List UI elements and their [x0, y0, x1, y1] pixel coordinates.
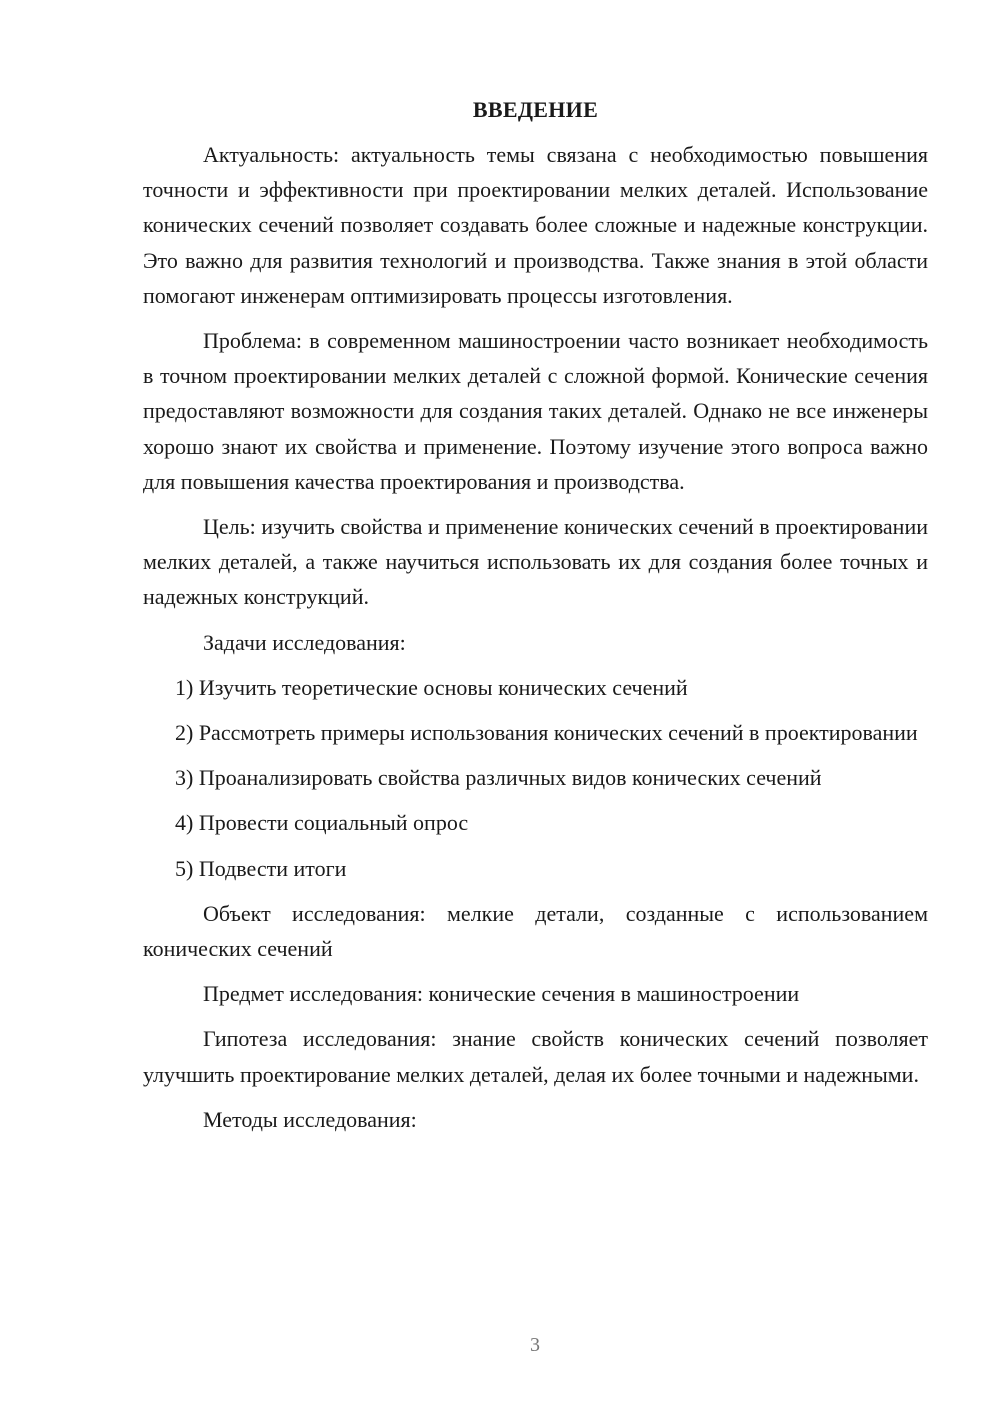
methods-title: Методы исследования: — [203, 1106, 417, 1132]
task-item-1: 1) Изучить теоретические основы конических сечений — [175, 674, 688, 700]
task-item-5: 5) Подвести итоги — [175, 855, 347, 881]
object-paragraph: Объект исследования: мелкие детали, созданные с использованием конических сечений — [143, 900, 928, 962]
task-item-2: 2) Рассмотреть примеры использования конических сечений в проектировании — [175, 720, 918, 746]
subject-paragraph: Предмет исследования: конические сечения в машиностроении — [203, 981, 800, 1007]
problem-paragraph: Проблема: в современном машиностроении часто возникает необходимость в точном проектировании мелких деталей с сложной формой. Конические сечения предоставляют возможности для создания таких деталей. Однако не все инженеры хорошо знают их свойства и применение. Поэтому изучение этого вопроса важно для повышения качества проектирования и производства. — [143, 328, 928, 494]
relevance-paragraph: Актуальность: актуальность темы связана с необходимостью повышения точности и эффективности при проектировании мелких деталей. Использование конических сечений позволяет создавать более сложные и надежные конструкции. Это важно для развития технологий и производства. Также знания в этой области помогают инженерам оптимизировать процессы изготовления. — [143, 142, 928, 308]
document-page — [143, 92, 928, 1137]
section-heading: ВВЕДЕНИЕ — [472, 97, 599, 122]
page-number: 3 — [530, 1334, 540, 1356]
tasks-title: Задачи исследования: — [203, 629, 406, 655]
task-item-4: 4) Провести социальный опрос — [175, 810, 469, 836]
goal-paragraph: Цель: изучить свойства и применение конических сечений в проектировании мелких деталей, а также научиться использовать их для создания более точных и надежных конструкций. — [143, 514, 928, 610]
hypothesis-paragraph: Гипотеза исследования: знание свойств конических сечений позволяет улучшить проектирование мелких деталей, делая их более точными и надежными. — [143, 1026, 928, 1087]
task-item-3: 3) Проанализировать свойства различных видов конических сечений — [175, 765, 822, 791]
